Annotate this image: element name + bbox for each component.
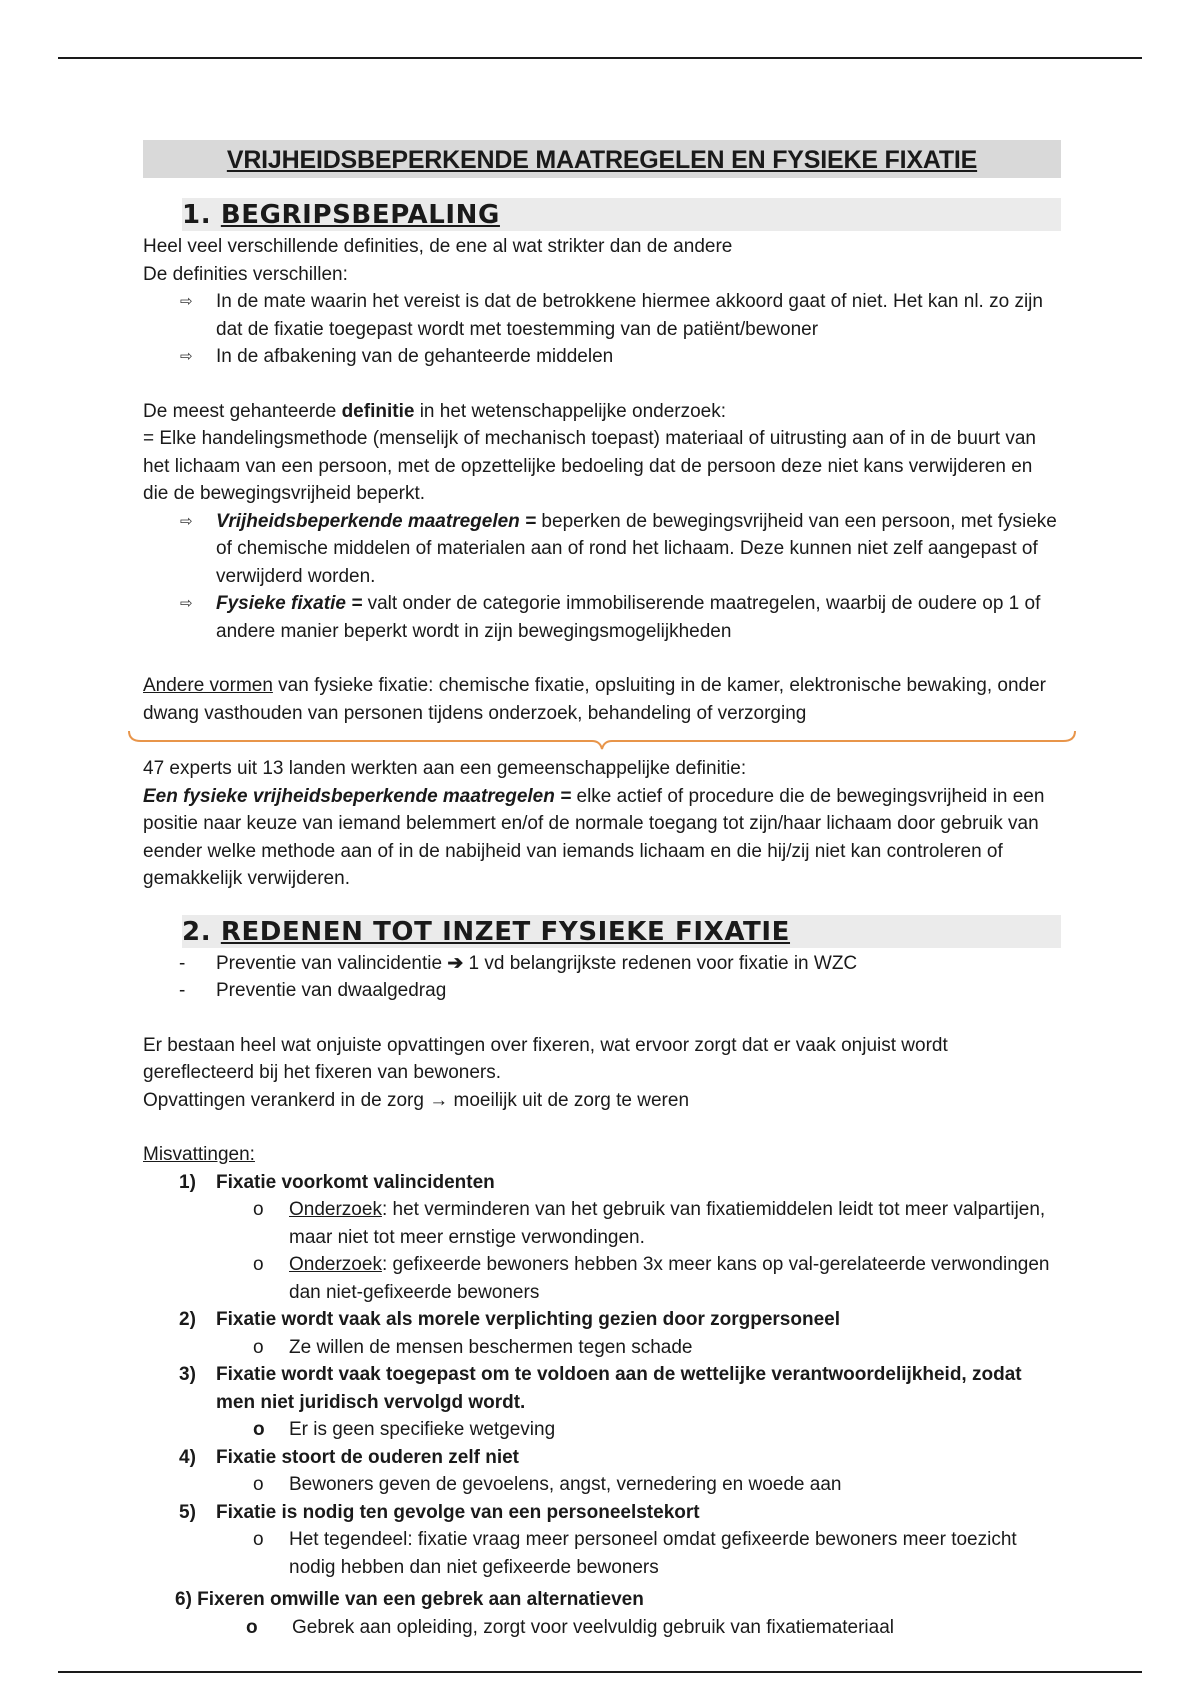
section-1-heading [182,198,1061,231]
list-item: o Onderzoek: het verminderen van het gebruik van fixatiemiddelen leidt tot meer valpartijen, maar niet tot meer ernstige verwondingen. [289,1196,1061,1251]
curly-brace-divider [127,727,1077,755]
section-2-number: 2. [182,916,212,947]
sub-list [216,1526,1061,1581]
list-item: o Onderzoek: gefixeerde bewoners hebben 3x meer kans op val-gerelateerde verwondingen dan niet-gefixeerde bewoners [289,1251,1061,1306]
misconceptions-list [143,1169,1061,1582]
reasons-list [143,950,1061,1005]
list-item: ⇨ In de afbakening van de gehanteerde middelen [216,343,1061,371]
list-item: ⇨ Fysieke fixatie = valt onder de categorie immobiliserende maatregelen, waarbij de oudere op 1 of andere manier beperkt wordt in zijn bewegingsmogelijkheden [216,590,1061,645]
misconceptions-label: Misvattingen: [143,1144,255,1165]
list-item: o Bewoners geven de gevoelens, angst, vernedering en woede aan [289,1471,1061,1499]
section-1-title: BEGRIPSBEPALING [220,200,500,230]
misconception-item: 3) Fixatie wordt vaak toegepast om te voldoen aan de wettelijke verantwoordelijkheid, zodat men niet juridisch vervolgd wordt. o Er is geen specifieke wetgeving [216,1361,1061,1444]
list-item: ⇨ In de mate waarin het vereist is dat de betrokkene hiermee akkoord gaat of niet. Het kan nl. zo zijn dat de fixatie toegepast wordt met toestemming van de patiënt/bewoner [216,288,1061,343]
anchored-views-paragraph: Opvattingen verankerd in de zorg → moeilijk uit de zorg te weren [143,1089,690,1111]
bottom-rule [58,1671,1142,1673]
sub-list [216,1416,1061,1444]
intro-line-1: Heel veel verschillende definities, de ene al wat strikter dan de andere [143,236,733,257]
document-title: VRIJHEIDSBEPERKENDE MAATREGELEN EN FYSIEKE FIXATIE [143,140,1061,178]
misconception-item: 4) Fixatie stoort de ouderen zelf niet o Bewoners geven de gevoelens, angst, vernedering en woede aan [216,1444,1061,1499]
definition-text: = Elke handelingsmethode (menselijk of mechanisch toepast) materiaal of uitrusting aan of in de buurt van het lichaam van een persoon, met de opzettelijke bedoeling dat de persoon deze niet kans verwijderen en die de bewegingsvrijheid beperkt. [143,428,1036,504]
list-item: - Preventie van valincidentie ➔ 1 vd belangrijkste redenen voor fixatie in WZC [216,950,1061,978]
terms-list [143,508,1061,646]
definition-intro: De meest gehanteerde definitie in het wetenschappelijke onderzoek: [143,400,727,422]
sub-list [216,1471,1061,1499]
list-item: o Het tegendeel: fixatie vraag meer personeel omdat gefixeerde bewoners meer toezicht nodig hebben dan niet gefixeerde bewoners [289,1526,1061,1581]
misconceptions-paragraph: Er bestaan heel wat onjuiste opvattingen over fixeren, wat ervoor zorgt dat er vaak onjuist wordt gereflecteerd bij het fixeren van bewoners. [143,1034,948,1083]
sub-list [216,1334,1061,1362]
list-item: o Ze willen de mensen beschermen tegen schade [289,1334,1061,1362]
definition-differences-list [143,288,1061,371]
section-2-title: REDENEN TOT INZET FYSIEKE FIXATIE [220,916,791,947]
list-item: - Preventie van dwaalgedrag [216,977,1061,1005]
list-item: ⇨ Vrijheidsbeperkende maatregelen = beperken de bewegingsvrijheid van een persoon, met fysieke of chemische middelen of materialen aan of rond het lichaam. Deze kunnen niet zelf aangepast of verwijderd worden. [216,508,1061,591]
misconception-item: 2) Fixatie wordt vaak als morele verplichting gezien door zorgpersoneel o Ze willen de mensen beschermen tegen schade [216,1306,1061,1361]
intro-line-2: De definities verschillen: [143,263,348,285]
misconception-item-6: 6) Fixeren omwille van een gebrek aan alternatieven [175,1589,644,1610]
document-page [143,140,1061,1641]
misconception-item: 1) Fixatie voorkomt valincidenten o Onderzoek: het verminderen van het gebruik van fixatiemiddelen leidt tot meer valpartijen, maar niet tot meer ernstige verwondingen. o Onderzoek: gefixeerde bewoners hebben 3x meer kans op val-gerelateerde verwondingen dan niet-gefixeerde bewoners [216,1169,1061,1307]
misconception-item: 5) Fixatie is nodig ten gevolge van een personeelstekort o Het tegendeel: fixatie vraag meer personeel omdat gefixeerde bewoners meer toezicht nodig hebben dan niet gefixeerde bewoners [216,1499,1061,1582]
list-item: o Er is geen specifieke wetgeving [289,1416,1061,1444]
experts-intro: 47 experts uit 13 landen werkten aan een gemeenschappelijke definitie: [143,758,747,779]
section-2-heading [182,915,1061,948]
top-rule [58,57,1142,59]
other-forms-paragraph: Andere vormen van fysieke fixatie: chemische fixatie, opsluiting in de kamer, elektronische bewaking, onder dwang vasthouden van personen tijdens onderzoek, behandeling of verzorging [143,675,1046,724]
list-item: o Gebrek aan opleiding, zorgt voor veelvuldig gebruik van fixatiemateriaal [143,1614,1061,1642]
sub-list [216,1196,1061,1306]
section-1-number: 1. [182,200,212,230]
experts-definition: Een fysieke vrijheidsbeperkende maatregelen = elke actief of procedure die de bewegingsvrijheid in een positie naar keuze van iemand belemmert en/of de normale toegang tot zijn/haar lichaam door gebruik van eender welke methode aan of in de nabijheid van iemands lichaam en die hij/zij niet kan controleren of gemakkelijk verwijderen. [143,785,1045,889]
